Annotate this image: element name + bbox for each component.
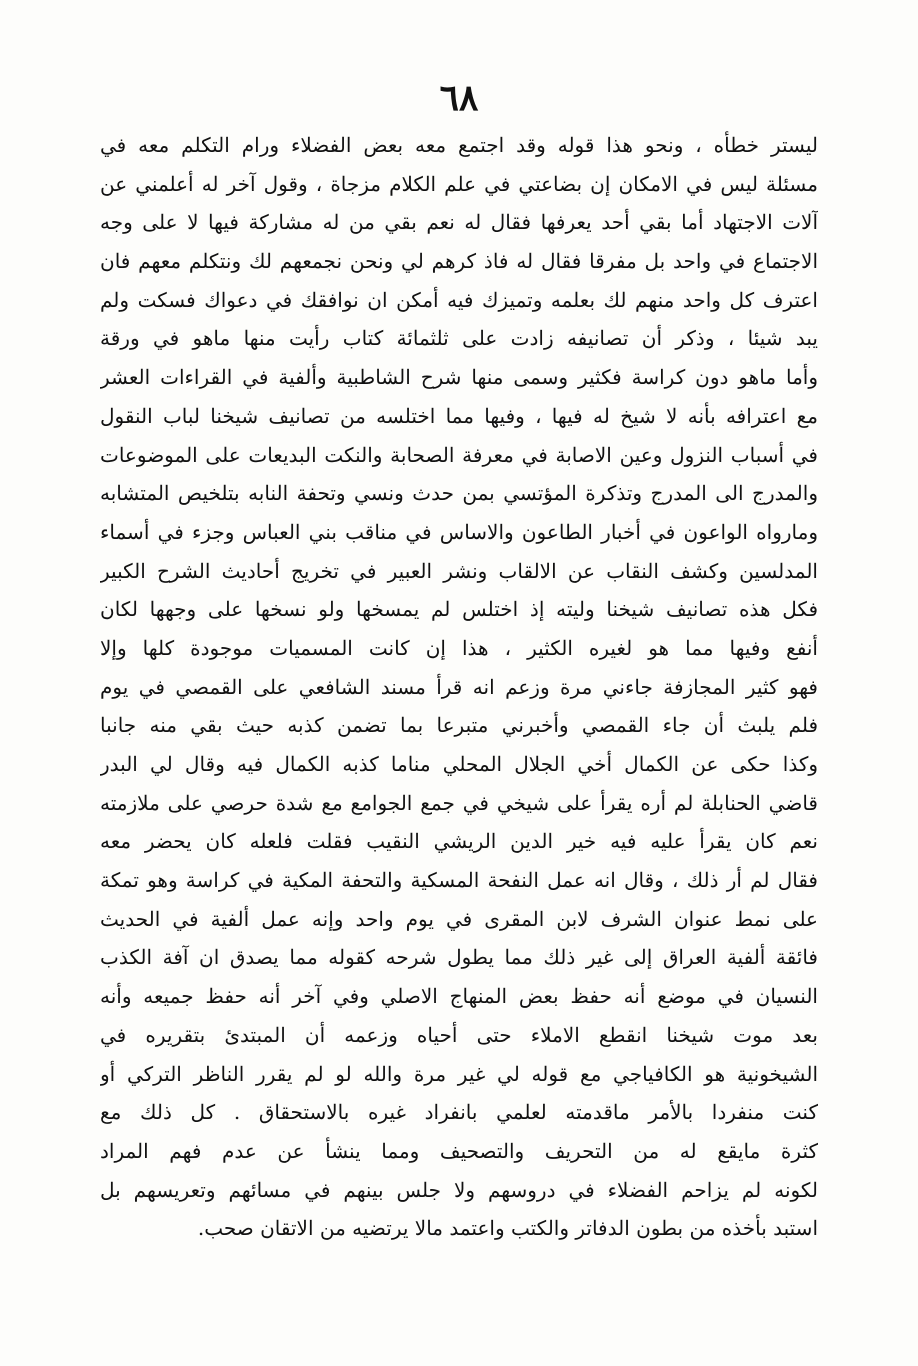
- text-line: الاجتماع في واحد بل مفرقا فقال له فاذ كرهم لي ونحن نجمعهم لك ونتكلم معهم فان: [100, 249, 818, 274]
- text-line: الشيخونية هو الكافياجي مع قوله لي غير مرة والله لو لم يقرر الناظر التركي أو: [100, 1061, 818, 1086]
- text-line: ومارواه الواعون في أخبار الطاعون والاساس في مناقب بني العباس وجزء في أسماء: [100, 519, 818, 544]
- text-line: يبد شيئا ، وذكر أن تصانيفه زادت على ثلثمائة كتاب رأيت منها ماهو في ورقة: [100, 326, 818, 351]
- text-line: فقال لم أر ذلك ، وقال انه عمل النفحة المسكية والتحفة المكية في كراسة وهو تمكة: [100, 868, 818, 893]
- text-line: قاضي الحنابلة لم أره يقرأ على شيخي في جمع الجوامع مع شدة حرصي على ملازمته: [100, 790, 818, 815]
- text-line: لكونه لم يزاحم الفضلاء في دروسهم ولا جلس بينهم في مسائهم وتعريسهم بل: [100, 1177, 818, 1202]
- text-line: كثرة مايقع له من التحريف والتصحيف ومما ينشأ عن عدم فهم المراد: [100, 1138, 818, 1163]
- body-text: [100, 126, 818, 1248]
- text-line: استبد بأخذه من بطون الدفاتر والكتب واعتمد مالا يرتضيه من الاتقان صحب.: [197, 1216, 818, 1241]
- text-line: آلات الاجتهاد أما بقي أحد يعرفها فقال له نعم بقي من له مشاركة فيها لا على وجه: [100, 210, 818, 235]
- text-line: مسئلة ليس في الامكان إن بضاعتي في علم الكلام مزجاة ، وقول آخر له أعلمني عن: [100, 171, 818, 196]
- page-number: ٦٨: [439, 77, 479, 119]
- text-line: على نمط عنوان الشرف لابن المقرى في يوم واحد وإنه عمل ألفية في الحديث: [100, 906, 818, 931]
- text-line: في أسباب النزول وعين الاصابة في معرفة الصحابة والنكت البديعات على الموضوعات: [100, 442, 818, 467]
- text-line: والمدرج الى المدرج وتذكرة المؤتسي بمن حدث ونسي وتحفة النابه بتلخيص المتشابه: [100, 481, 818, 506]
- text-line: بعد موت شيخنا انقطع الاملاء حتى أحياه وزعمه أن المبتدئ بتقريره في: [100, 1022, 818, 1047]
- text-line: اعترف كل واحد منهم لك بعلمه وتميزك فيه أمكن ان نوافقك في دعواك فسكت ولم: [100, 287, 818, 312]
- text-line: فائقة ألفية العراق إلى غير ذلك مما يطول شرحه كقوله مما يصدق ان آفة الكذب: [100, 945, 818, 970]
- text-line: أنفع وفيها مما هو لغيره الكثير ، هذا إن كانت المسميات موجودة كلها وإلا: [100, 635, 818, 660]
- text-line: نعم كان يقرأ عليه فيه خير الدين الريشي النقيب فقلت فلعله كان يحضر معه: [100, 829, 818, 854]
- text-line: كنت منفردا بالأمر ماقدمته لعلمي بانفراد غيره بالاستحقاق . كل ذلك مع: [100, 1100, 818, 1125]
- text-line: ليستر خطأه ، ونحو هذا قوله وقد اجتمع معه بعض الفضلاء ورام التكلم معه في: [100, 133, 818, 157]
- text-line: وكذا حكى عن الكمال أخي الجلال المحلي مناما كذبه الكمال فيه وقال لي البدر: [100, 752, 818, 776]
- text-line: وأما ماهو دون كراسة فكثير وسمى منها شرح الشاطبية وألفية في القراءات العشر: [100, 365, 818, 390]
- text-line: المدلسين وكشف النقاب عن الالقاب ونشر العبير في تخريج أحاديث الشرح الكبير: [100, 558, 818, 583]
- text-line: فلم يلبث أن جاء القمصي وأخبرني متبرعا بما تضمن كذبه حيث بقي منه جانبا: [100, 713, 818, 738]
- text-line: النسيان في موضع أنه حفظ بعض المنهاج الاصلي وفي آخر أنه حفظ جميعه وأنه: [100, 984, 818, 1009]
- text-line: فهو كثير المجازفة جاءني مرة وزعم انه قرأ مسند الشافعي على القمصي في يوم: [100, 674, 818, 699]
- text-line: فكل هذه تصانيف شيخنا وليته إذ اختلس لم يمسخها ولو نسخها على وجهها لكان: [100, 597, 818, 622]
- text-line: مع اعترافه بأنه لا شيخ له فيها ، وفيها مما اختلسه من تصانيف شيخنا لباب النقول: [100, 403, 818, 428]
